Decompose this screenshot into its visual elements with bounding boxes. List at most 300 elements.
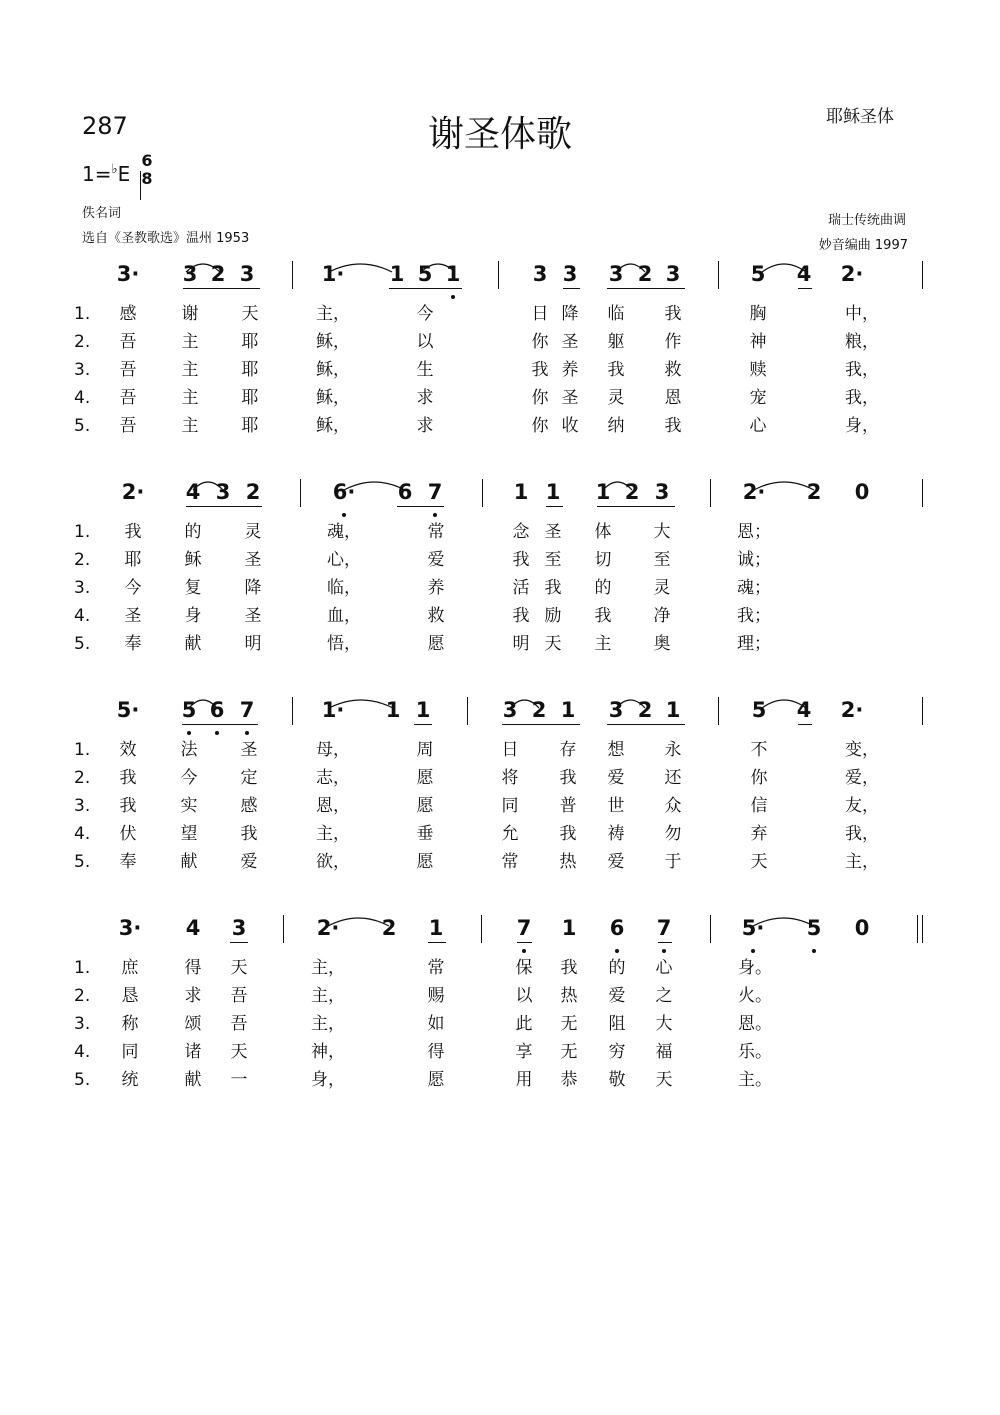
lyric-syllable: 我 xyxy=(531,360,549,380)
underline-beam xyxy=(428,942,446,943)
barline xyxy=(718,261,719,289)
lyric-syllable: 耶 xyxy=(241,388,259,408)
lyric-syllable: 耶 xyxy=(241,416,259,436)
lyric-syllable: 此 xyxy=(515,1014,533,1034)
lyric-syllable: 求 xyxy=(416,388,434,408)
underline-beam xyxy=(183,288,260,289)
lyric-syllable: 稣， xyxy=(316,332,350,352)
note: 3 xyxy=(665,262,681,286)
lyric-syllable: 我， xyxy=(845,824,879,844)
lyric-syllable: 的 xyxy=(594,578,612,598)
system-3 xyxy=(0,698,1000,918)
note: 6 xyxy=(397,480,413,504)
low-octave-dot xyxy=(662,949,666,953)
composer: 瑞士传统曲调 xyxy=(827,213,906,228)
barline xyxy=(718,697,719,725)
verse-number: 5. xyxy=(74,1070,91,1090)
lyric-syllable: 理； xyxy=(737,634,771,654)
note: 1 xyxy=(595,480,611,504)
lyric-syllable: 母， xyxy=(316,740,350,760)
verse-number: 5. xyxy=(74,416,91,436)
note: 3 xyxy=(532,262,548,286)
lyric-syllable: 我 xyxy=(512,550,530,570)
verse-number: 1. xyxy=(74,522,91,542)
lyric-syllable: 我 xyxy=(559,824,577,844)
lyric-syllable: 定 xyxy=(240,768,258,788)
lyric-syllable: 我 xyxy=(664,304,682,324)
underline-beam xyxy=(798,288,812,289)
lyric-syllable: 享 xyxy=(515,1042,533,1062)
low-octave-dot xyxy=(245,731,249,735)
lyric-syllable: 养 xyxy=(427,578,445,598)
verse-number: 4. xyxy=(74,606,91,626)
low-octave-dot xyxy=(342,513,346,517)
note: 5· xyxy=(741,916,765,940)
lyric-syllable: 切 xyxy=(594,550,612,570)
verse-number: 3. xyxy=(74,578,91,598)
barline xyxy=(710,915,711,943)
lyric-syllable: 常 xyxy=(427,958,445,978)
lyric-syllable: 稣， xyxy=(316,360,350,380)
lyric-syllable: 我 xyxy=(607,360,625,380)
note: 5 xyxy=(417,262,433,286)
lyric-syllable: 于 xyxy=(664,852,682,872)
note: 2 xyxy=(637,262,653,286)
lyric-syllable: 励 xyxy=(544,606,562,626)
lyric-syllable: 保 xyxy=(515,958,533,978)
underline-beam xyxy=(798,724,812,725)
lyric-syllable: 圣 xyxy=(244,550,262,570)
lyric-syllable: 圣 xyxy=(240,740,258,760)
verse-number: 4. xyxy=(74,824,91,844)
lyric-syllable: 主 xyxy=(594,634,612,654)
note: 5 xyxy=(751,698,767,722)
lyric-syllable: 献 xyxy=(184,634,202,654)
lyric-syllable: 净 xyxy=(653,606,671,626)
note: 1 xyxy=(385,698,401,722)
lyric-syllable: 念 xyxy=(512,522,530,542)
system-2 xyxy=(0,480,1000,700)
verse-number: 4. xyxy=(74,1042,91,1062)
lyric-syllable: 临， xyxy=(327,578,361,598)
lyric-syllable: 圣 xyxy=(561,388,579,408)
lyric-syllable: 同 xyxy=(121,1042,139,1062)
lyric-syllable: 奉 xyxy=(119,852,137,872)
verse-number: 2. xyxy=(74,550,91,570)
lyric-syllable: 天 xyxy=(750,852,768,872)
lyric-syllable: 爱 xyxy=(607,768,625,788)
barline xyxy=(467,697,468,725)
barline xyxy=(922,261,923,289)
note: 6 xyxy=(209,698,225,722)
lyric-syllable: 天 xyxy=(241,304,259,324)
lyric-syllable: 我， xyxy=(845,360,879,380)
lyric-syllable: 明 xyxy=(512,634,530,654)
lyric-syllable: 永 xyxy=(664,740,682,760)
lyric-syllable: 允 xyxy=(501,824,519,844)
lyric-syllable: 主 xyxy=(181,388,199,408)
lyric-syllable: 主 xyxy=(181,332,199,352)
key-prefix: 1= xyxy=(82,162,112,186)
lyric-syllable: 稣 xyxy=(184,550,202,570)
lyric-syllable: 圣 xyxy=(561,332,579,352)
lyric-syllable: 神， xyxy=(311,1042,345,1062)
lyric-syllable: 耶 xyxy=(241,332,259,352)
hymn-category: 耶稣圣体 xyxy=(826,107,894,127)
note: 2· xyxy=(316,916,340,940)
lyric-syllable: 愿 xyxy=(427,1070,445,1090)
lyric-syllable: 吾 xyxy=(230,986,248,1006)
lyric-syllable: 耶 xyxy=(241,360,259,380)
low-octave-dot xyxy=(215,731,219,735)
lyric-syllable: 我 xyxy=(560,958,578,978)
lyric-syllable: 日 xyxy=(501,740,519,760)
lyric-syllable: 心 xyxy=(655,958,673,978)
lyric-syllable: 作 xyxy=(664,332,682,352)
note: 1 xyxy=(665,698,681,722)
low-octave-dot xyxy=(522,949,526,953)
barline xyxy=(922,915,923,943)
lyric-syllable: 愿 xyxy=(416,852,434,872)
lyric-syllable: 热 xyxy=(559,852,577,872)
lyric-syllable: 日 xyxy=(531,304,549,324)
lyric-syllable: 得 xyxy=(427,1042,445,1062)
lyric-syllable: 乐。 xyxy=(738,1042,772,1062)
lyric-syllable: 主， xyxy=(845,852,879,872)
note: 3 xyxy=(608,262,624,286)
verse-number: 5. xyxy=(74,852,91,872)
lyric-syllable: 感 xyxy=(240,796,258,816)
lyric-syllable: 身。 xyxy=(738,958,772,978)
low-octave-dot xyxy=(433,513,437,517)
barline xyxy=(300,479,301,507)
lyric-syllable: 的 xyxy=(184,522,202,542)
underline-beam xyxy=(546,506,563,507)
lyric-syllable: 主， xyxy=(311,958,345,978)
barline xyxy=(482,479,483,507)
note: 2 xyxy=(381,916,397,940)
lyric-syllable: 伏 xyxy=(119,824,137,844)
lyric-syllable: 吾 xyxy=(119,388,137,408)
lyric-syllable: 信 xyxy=(750,796,768,816)
lyric-syllable: 奉 xyxy=(124,634,142,654)
lyric-syllable: 吾 xyxy=(119,416,137,436)
lyric-syllable: 稣， xyxy=(316,416,350,436)
lyric-syllable: 魂， xyxy=(327,522,361,542)
lyric-syllable: 主， xyxy=(316,304,350,324)
note: 3 xyxy=(239,262,255,286)
note: 2· xyxy=(840,698,864,722)
lyric-syllable: 福 xyxy=(655,1042,673,1062)
lyric-syllable: 火。 xyxy=(738,986,772,1006)
lyric-syllable: 存 xyxy=(559,740,577,760)
lyric-syllable: 躯 xyxy=(607,332,625,352)
note: 1 xyxy=(415,698,431,722)
lyric-syllable: 献 xyxy=(180,852,198,872)
note: 7 xyxy=(239,698,255,722)
flat-icon: ♭ xyxy=(111,162,118,177)
lyric-syllable: 身， xyxy=(311,1070,345,1090)
lyric-syllable: 天 xyxy=(655,1070,673,1090)
lyric-syllable: 救 xyxy=(664,360,682,380)
lyric-syllable: 实 xyxy=(180,796,198,816)
note: 5 xyxy=(806,916,822,940)
lyric-syllable: 神 xyxy=(749,332,767,352)
lyric-syllable: 奥 xyxy=(653,634,671,654)
lyric-syllable: 还 xyxy=(664,768,682,788)
note: 3· xyxy=(116,262,140,286)
lyric-syllable: 将 xyxy=(501,768,519,788)
lyric-syllable: 庶 xyxy=(121,958,139,978)
underline-beam xyxy=(414,724,432,725)
lyric-syllable: 中， xyxy=(845,304,879,324)
lyric-syllable: 求 xyxy=(184,986,202,1006)
lyric-syllable: 天 xyxy=(230,1042,248,1062)
note: 6· xyxy=(332,480,356,504)
lyric-syllable: 以 xyxy=(416,332,434,352)
lyric-syllable: 愿 xyxy=(416,796,434,816)
lyric-syllable: 养 xyxy=(561,360,579,380)
lyric-syllable: 活 xyxy=(512,578,530,598)
note: 1· xyxy=(321,698,345,722)
lyric-syllable: 灵 xyxy=(653,578,671,598)
lyric-syllable: 愿 xyxy=(416,768,434,788)
note: 3 xyxy=(502,698,518,722)
lyric-syllable: 赎 xyxy=(749,360,767,380)
lyric-syllable: 以 xyxy=(515,986,533,1006)
barline xyxy=(283,915,284,943)
lyric-syllable: 你 xyxy=(750,768,768,788)
lyric-syllable: 爱 xyxy=(240,852,258,872)
lyric-syllable: 悟， xyxy=(327,634,361,654)
note: 2 xyxy=(245,480,261,504)
lyric-syllable: 灵 xyxy=(607,388,625,408)
lyric-syllable: 我 xyxy=(124,522,142,542)
note: 4 xyxy=(796,262,812,286)
lyric-syllable: 望 xyxy=(180,824,198,844)
lyric-syllable: 收 xyxy=(561,416,579,436)
lyric-syllable: 友， xyxy=(845,796,879,816)
lyric-syllable: 众 xyxy=(664,796,682,816)
underline-beam xyxy=(607,288,685,289)
note: 3 xyxy=(215,480,231,504)
slurs xyxy=(0,916,1000,976)
verse-number: 3. xyxy=(74,360,91,380)
barline xyxy=(292,697,293,725)
lyric-syllable: 欲， xyxy=(316,852,350,872)
lyric-syllable: 我 xyxy=(119,768,137,788)
lyric-syllable: 复 xyxy=(184,578,202,598)
lyricist: 佚名词 xyxy=(82,206,122,221)
lyric-syllable: 圣 xyxy=(124,606,142,626)
lyric-syllable: 主 xyxy=(181,416,199,436)
lyric-syllable: 垂 xyxy=(416,824,434,844)
lyric-syllable: 至 xyxy=(544,550,562,570)
lyric-syllable: 同 xyxy=(501,796,519,816)
lyric-syllable: 圣 xyxy=(544,522,562,542)
note: 3 xyxy=(231,916,247,940)
low-octave-dot xyxy=(451,295,455,299)
lyric-syllable: 心， xyxy=(327,550,361,570)
note: 1 xyxy=(545,480,561,504)
lyric-syllable: 想 xyxy=(607,740,625,760)
note: 3 xyxy=(608,698,624,722)
lyric-syllable: 恭 xyxy=(560,1070,578,1090)
lyric-syllable: 我 xyxy=(119,796,137,816)
verse-number: 2. xyxy=(74,332,91,352)
lyric-syllable: 明 xyxy=(244,634,262,654)
lyric-syllable: 稣， xyxy=(316,388,350,408)
note: 4 xyxy=(185,916,201,940)
note: 1 xyxy=(513,480,529,504)
barline xyxy=(498,261,499,289)
lyric-syllable: 纳 xyxy=(607,416,625,436)
note: 0 xyxy=(854,916,870,940)
lyric-syllable: 主， xyxy=(316,824,350,844)
note: 3 xyxy=(654,480,670,504)
lyric-syllable: 体 xyxy=(594,522,612,542)
lyric-syllable: 主。 xyxy=(738,1070,772,1090)
verse-number: 3. xyxy=(74,796,91,816)
verse-number: 2. xyxy=(74,986,91,1006)
note: 5· xyxy=(116,698,140,722)
lyric-syllable: 我 xyxy=(240,824,258,844)
lyric-syllable: 之 xyxy=(655,986,673,1006)
lyric-syllable: 粮， xyxy=(845,332,879,352)
lyric-syllable: 降 xyxy=(244,578,262,598)
hymn-number: 287 xyxy=(82,112,128,140)
underline-beam xyxy=(563,288,580,289)
lyric-syllable: 心 xyxy=(749,416,767,436)
lyric-syllable: 吾 xyxy=(230,1014,248,1034)
barline xyxy=(481,915,482,943)
time-signature xyxy=(140,152,154,188)
lyric-syllable: 效 xyxy=(119,740,137,760)
lyric-syllable: 救 xyxy=(427,606,445,626)
lyric-syllable: 恩； xyxy=(737,522,771,542)
lyric-syllable: 爱 xyxy=(607,852,625,872)
underline-beam xyxy=(502,724,580,725)
lyric-syllable: 愿 xyxy=(427,634,445,654)
lyric-syllable: 的 xyxy=(608,958,626,978)
lyric-syllable: 今 xyxy=(180,768,198,788)
lyric-syllable: 敬 xyxy=(608,1070,626,1090)
note: 1 xyxy=(560,698,576,722)
lyric-syllable: 世 xyxy=(607,796,625,816)
lyric-syllable: 祷 xyxy=(607,824,625,844)
underline-beam xyxy=(658,942,672,943)
lyric-syllable: 勿 xyxy=(664,824,682,844)
verse-number: 1. xyxy=(74,958,91,978)
low-octave-dot xyxy=(187,731,191,735)
verse-number: 2. xyxy=(74,768,91,788)
lyric-syllable: 周 xyxy=(416,740,434,760)
hymn-title: 谢圣体歌 xyxy=(427,114,572,155)
note: 2 xyxy=(637,698,653,722)
note: 5 xyxy=(750,262,766,286)
note: 2· xyxy=(840,262,864,286)
lyric-syllable: 普 xyxy=(559,796,577,816)
verse-number: 4. xyxy=(74,388,91,408)
note: 1 xyxy=(428,916,444,940)
lyric-syllable: 谢 xyxy=(181,304,199,324)
lyric-syllable: 大 xyxy=(653,522,671,542)
system-4 xyxy=(0,916,1000,1136)
final-barline xyxy=(917,915,918,943)
underline-beam xyxy=(389,288,462,289)
underline-beam xyxy=(186,506,262,507)
verse-number: 3. xyxy=(74,1014,91,1034)
source: 选自《圣教歌选》温州 1953 xyxy=(82,231,250,246)
lyric-syllable: 献 xyxy=(184,1070,202,1090)
note: 2 xyxy=(624,480,640,504)
underline-beam xyxy=(397,506,444,507)
lyric-syllable: 我 xyxy=(664,416,682,436)
slurs xyxy=(0,480,1000,540)
barline xyxy=(292,261,293,289)
lyric-syllable: 用 xyxy=(515,1070,533,1090)
lyric-syllable: 耶 xyxy=(124,550,142,570)
arranger: 妙音编曲 1997 xyxy=(818,238,908,253)
lyric-syllable: 我 xyxy=(544,578,562,598)
lyric-syllable: 身， xyxy=(845,416,879,436)
lyric-syllable: 生 xyxy=(416,360,434,380)
note: 1 xyxy=(389,262,405,286)
lyric-syllable: 志， xyxy=(316,768,350,788)
note: 1 xyxy=(445,262,461,286)
lyric-syllable: 圣 xyxy=(244,606,262,626)
lyric-syllable: 爱 xyxy=(608,986,626,1006)
lyric-syllable: 吾 xyxy=(119,360,137,380)
note: 2· xyxy=(121,480,145,504)
note: 1 xyxy=(561,916,577,940)
barline xyxy=(922,697,923,725)
lyric-syllable: 你 xyxy=(531,416,549,436)
lyric-syllable: 常 xyxy=(501,852,519,872)
key-letter: E xyxy=(117,162,131,186)
lyric-syllable: 你 xyxy=(531,332,549,352)
note: 3 xyxy=(562,262,578,286)
lyric-syllable: 阻 xyxy=(608,1014,626,1034)
note: 2 xyxy=(210,262,226,286)
lyric-syllable: 降 xyxy=(561,304,579,324)
lyric-syllable: 变， xyxy=(845,740,879,760)
lyric-syllable: 你 xyxy=(531,388,549,408)
system-1 xyxy=(0,262,1000,482)
lyric-syllable: 统 xyxy=(121,1070,139,1090)
lyric-syllable: 主， xyxy=(311,986,345,1006)
lyric-syllable: 热 xyxy=(560,986,578,1006)
note: 2 xyxy=(531,698,547,722)
low-octave-dot xyxy=(615,949,619,953)
low-octave-dot xyxy=(812,949,816,953)
lyric-syllable: 诸 xyxy=(184,1042,202,1062)
lyric-syllable: 宠 xyxy=(749,388,767,408)
underline-beam xyxy=(230,942,248,943)
verse-number: 1. xyxy=(74,304,91,324)
lyric-syllable: 主 xyxy=(181,360,199,380)
lyric-syllable: 得 xyxy=(184,958,202,978)
underline-beam xyxy=(607,724,685,725)
lyric-syllable: 不 xyxy=(750,740,768,760)
low-octave-dot xyxy=(751,949,755,953)
note: 3· xyxy=(118,916,142,940)
note: 4 xyxy=(796,698,812,722)
lyric-syllable: 如 xyxy=(427,1014,445,1034)
underline-beam xyxy=(597,506,675,507)
lyric-syllable: 颂 xyxy=(184,1014,202,1034)
verse-number: 1. xyxy=(74,740,91,760)
